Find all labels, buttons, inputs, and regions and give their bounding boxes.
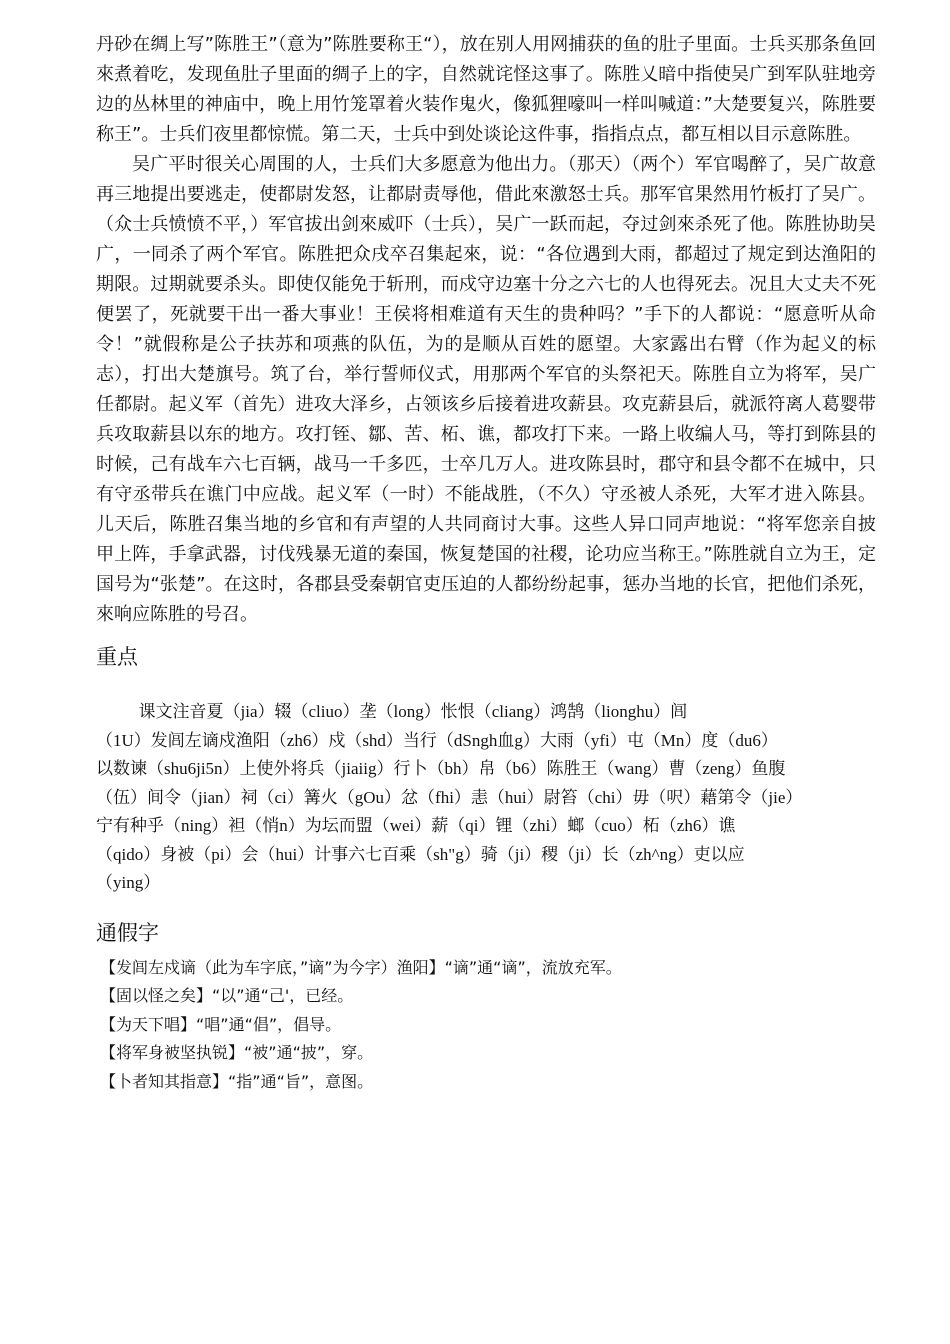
tongjia-item: 【为天下唱】“唱”通“倡”，倡导。: [100, 1014, 342, 1034]
pinyin-notes: [96, 698, 876, 898]
translation-paragraph-2: 吴广平时很关心周围的人，士兵们大多愿意为他出力。（那天）（两个）军官喝醉了，吴广故意再三地提出要逃走，使都尉发怒，让都尉责辱他，借此來激怒士兵。那军官果然用竹板打了吴广。（众士兵愤愤不平，）军官拔出剑來威吓（士兵），吴广一跃而起，夺过剑來杀死了他。陈胜协助吴广，一同杀了两个军官。陈胜把众戌卒召集起來，说：“各位遇到大雨，都超过了规定到达渔阳的期限。过期就要杀头。即使仅能免于斩刑，而戍守边塞十分之六七的人也得死去。况且大丈夫不死便罢了，死就要干出一番大事业！王侯将相难道有天生的贵种吗？”手下的人都说：“愿意听从命令！”就假称是公子扶苏和项燕的队伍，为的是顺从百姓的愿望。大家露出右臂（作为起义的标志），打出大楚旗号。筑了台，举行誓师仪式，用那两个军官的头祭祀天。陈胜自立为将军，吴广任都尉。起义军（首先）进攻大泽乡，占领该乡后接着进攻薪县。攻克薪县后，就派符离人葛婴带兵攻取薪县以东的地方。攻打铚、鄒、苦、柘、谯，都攻打下来。一路上收编人马，等打到陈县的时候，己有战车六七百辆，战马一千多匹，士卒几万人。进攻陈县时，郡守和县令都不在城中，只有守丞带兵在谯门中应战。起义军（一时）不能战胜，（不久）守丞被人杀死，大军才进入陈县。儿天后，陈胜召集当地的乡官和有声望的人共同商讨大事。这些人异口同声地说：“将军您亲自披甲上阵，手拿武器，讨伐残暴无道的秦国，恢复楚国的社稷，论功应当称王。”陈胜就自立为王，定国号为“张楚”。在这时，各郡县受秦朝官吏压迫的人都纷纷起事，惩办当地的长官，把他们杀死，來响应陈胜的号召。: [96, 154, 876, 625]
pinyin-line: 宁有种乎（ning）袒（悄n）为坛而盟（wei）薪（qi）锂（zhi）螂（cuo）柘（zh6）谯: [96, 816, 736, 835]
tongjia-item: 【固以怪之矣】“以”通“己'，已经。: [100, 986, 354, 1005]
tongjia-list: [100, 954, 876, 1097]
pinyin-line: （ying）: [96, 873, 161, 892]
document-page: [96, 30, 876, 1096]
key-points-heading: 重点: [96, 645, 138, 669]
pinyin-line: 课文注音夏（jia）辍（cliuo）垄（long）怅恨（cliang）鸿鹄（lionghu）闾: [138, 702, 688, 721]
tongjia-item: 【发闾左戍谪（此为车字底，”谪”为今字）渔阳】“谪”通“谪”，流放充军。: [100, 957, 622, 977]
tongjia-item: 【卜者知其指意】“指”通“旨”，意图。: [100, 1071, 374, 1091]
pinyin-line: （伍）间令（jian）祠（ci）篝火（gOu）忿（fhi）恚（hui）尉笞（chi）毋（呎）藉第令（jie）: [96, 787, 803, 807]
tongjia-item: 【将军身被坚执锐】“被”通“披”，穿。: [100, 1043, 374, 1062]
pinyin-line: （1U）发闾左谪戍渔阳（zh6）戍（shd）当行（dSngh血g）大雨（yfi）屯（Mn）度（du6）: [96, 730, 778, 750]
translation-paragraph-1: 丹砂在绸上写”陈胜王”（意为”陈胜要称王“），放在别人用网捕获的鱼的肚子里面。士兵买那条鱼回來煮着吃，发现鱼肚子里面的绸子上的字，自然就诧怪这事了。陈胜乂暗中指使吴广到军队驻地旁边的丛林里的神庙中，晚上用竹笼罩着火装作鬼火，像狐狸嚎叫一样叫喊道：”大楚要复兴，陈胜要称王”。士兵们夜里都惊慌。第二天，士兵中到处谈论这件事，指指点点，都互相以目示意陈胜。: [96, 34, 876, 145]
translation-section: [96, 30, 876, 630]
tongjia-heading: 通假字: [96, 920, 159, 945]
pinyin-line: （qido）身被（pi）会（hui）计事六七百乘（sh"g）骑（ji）稷（ji）长（zh^ng）吏以应: [96, 844, 745, 864]
pinyin-line: 以数谏（shu6ji5n）上使外将兵（jiaiig）行卜（bh）帛（b6）陈胜王（wang）曹（zeng）鱼腹: [96, 759, 786, 778]
